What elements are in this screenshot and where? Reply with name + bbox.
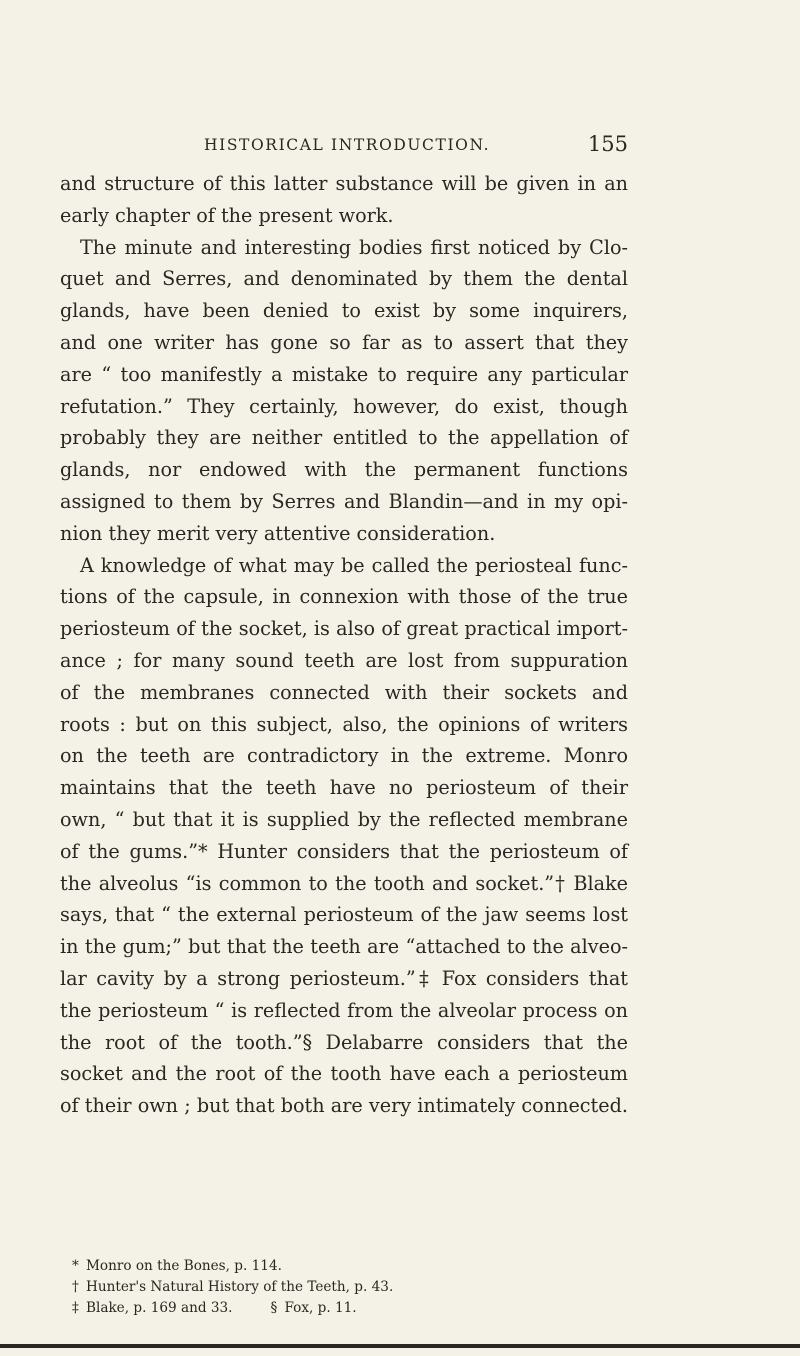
paragraph-start-line: The minute and interesting bodies first noticed by Clo- <box>80 235 628 259</box>
footnote-row <box>72 1298 632 1319</box>
page-bottom-edge <box>0 1344 800 1348</box>
text-line: nion they merit very attentive consideration. <box>60 521 496 545</box>
text-line: own, “ but that it is supplied by the reflected membrane <box>60 807 628 831</box>
footnote-mark: § <box>270 1300 278 1316</box>
text-line: of the membranes connected with their sockets and <box>60 680 628 704</box>
footnote <box>270 1298 356 1319</box>
footnotes <box>72 1256 632 1319</box>
footnote-mark: * <box>72 1258 79 1274</box>
text-line: the periosteum “ is reflected from the alveolar process on <box>60 998 628 1022</box>
footnote-text: Fox, p. 11. <box>284 1300 357 1316</box>
page-number: 155 <box>587 132 628 156</box>
text-line: in the gum;” but that the teeth are “attached to the alveo- <box>60 935 628 959</box>
footnote <box>72 1298 232 1319</box>
text-line: the alveolus “is common to the tooth and socket.”† Blake <box>60 871 628 895</box>
footnote-text: Blake, p. 169 and 33. <box>86 1300 233 1316</box>
footnote-text: Hunter's Natural History of the Teeth, p. 43. <box>86 1279 394 1295</box>
text-line: probably they are neither entitled to the appellation of <box>60 426 628 450</box>
footnote-text: Monro on the Bones, p. 114. <box>86 1258 282 1274</box>
text-line: socket and the root of the tooth have each a periosteum <box>60 1062 628 1086</box>
text-line: says, that “ the external periosteum of the jaw seems lost <box>60 903 628 927</box>
text-line: lar cavity by a strong periosteum.”‡ Fox considers that <box>60 966 628 990</box>
text-line: refutation.” They certainly, however, do exist, though <box>60 394 628 418</box>
footnote <box>72 1256 632 1277</box>
paragraph-start-line: A knowledge of what may be called the periosteal func- <box>80 553 628 577</box>
footnote <box>72 1277 632 1298</box>
footnote-mark: ‡ <box>72 1300 79 1316</box>
body-text <box>60 168 628 1122</box>
text-line: maintains that the teeth have no periosteum of their <box>60 776 628 800</box>
page-header <box>0 134 800 164</box>
text-line: periosteum of the socket, is also of great practical import- <box>60 617 628 641</box>
text-line: tions of the capsule, in connexion with those of the true <box>60 585 628 609</box>
text-line: glands, have been denied to exist by some inquirers, <box>60 299 628 323</box>
running-head: HISTORICAL INTRODUCTION. <box>204 136 491 154</box>
text-line: on the teeth are contradictory in the extreme. Monro <box>60 744 628 768</box>
text-line: ance ; for many sound teeth are lost from suppuration <box>60 648 628 672</box>
text-line: and one writer has gone so far as to assert that they <box>60 330 628 354</box>
footnote-mark: † <box>72 1279 79 1295</box>
text-line: roots : but on this subject, also, the opinions of writers <box>60 712 628 736</box>
text-line: the root of the tooth.”§ Delabarre considers that the <box>60 1030 628 1054</box>
text-line: glands, nor endowed with the permanent functions <box>60 458 628 482</box>
text-line: assigned to them by Serres and Blandin—and in my opi- <box>60 489 628 513</box>
text-line: early chapter of the present work. <box>60 203 394 227</box>
text-line: of the gums.”* Hunter considers that the periosteum of <box>60 839 628 863</box>
text-line: and structure of this latter substance will be given in an <box>60 172 628 195</box>
text-line: are “ too manifestly a mistake to require any particular <box>60 362 628 386</box>
text-line: of their own ; but that both are very intimately connected. <box>60 1094 628 1118</box>
text-line: quet and Serres, and denominated by them the dental <box>60 267 628 291</box>
